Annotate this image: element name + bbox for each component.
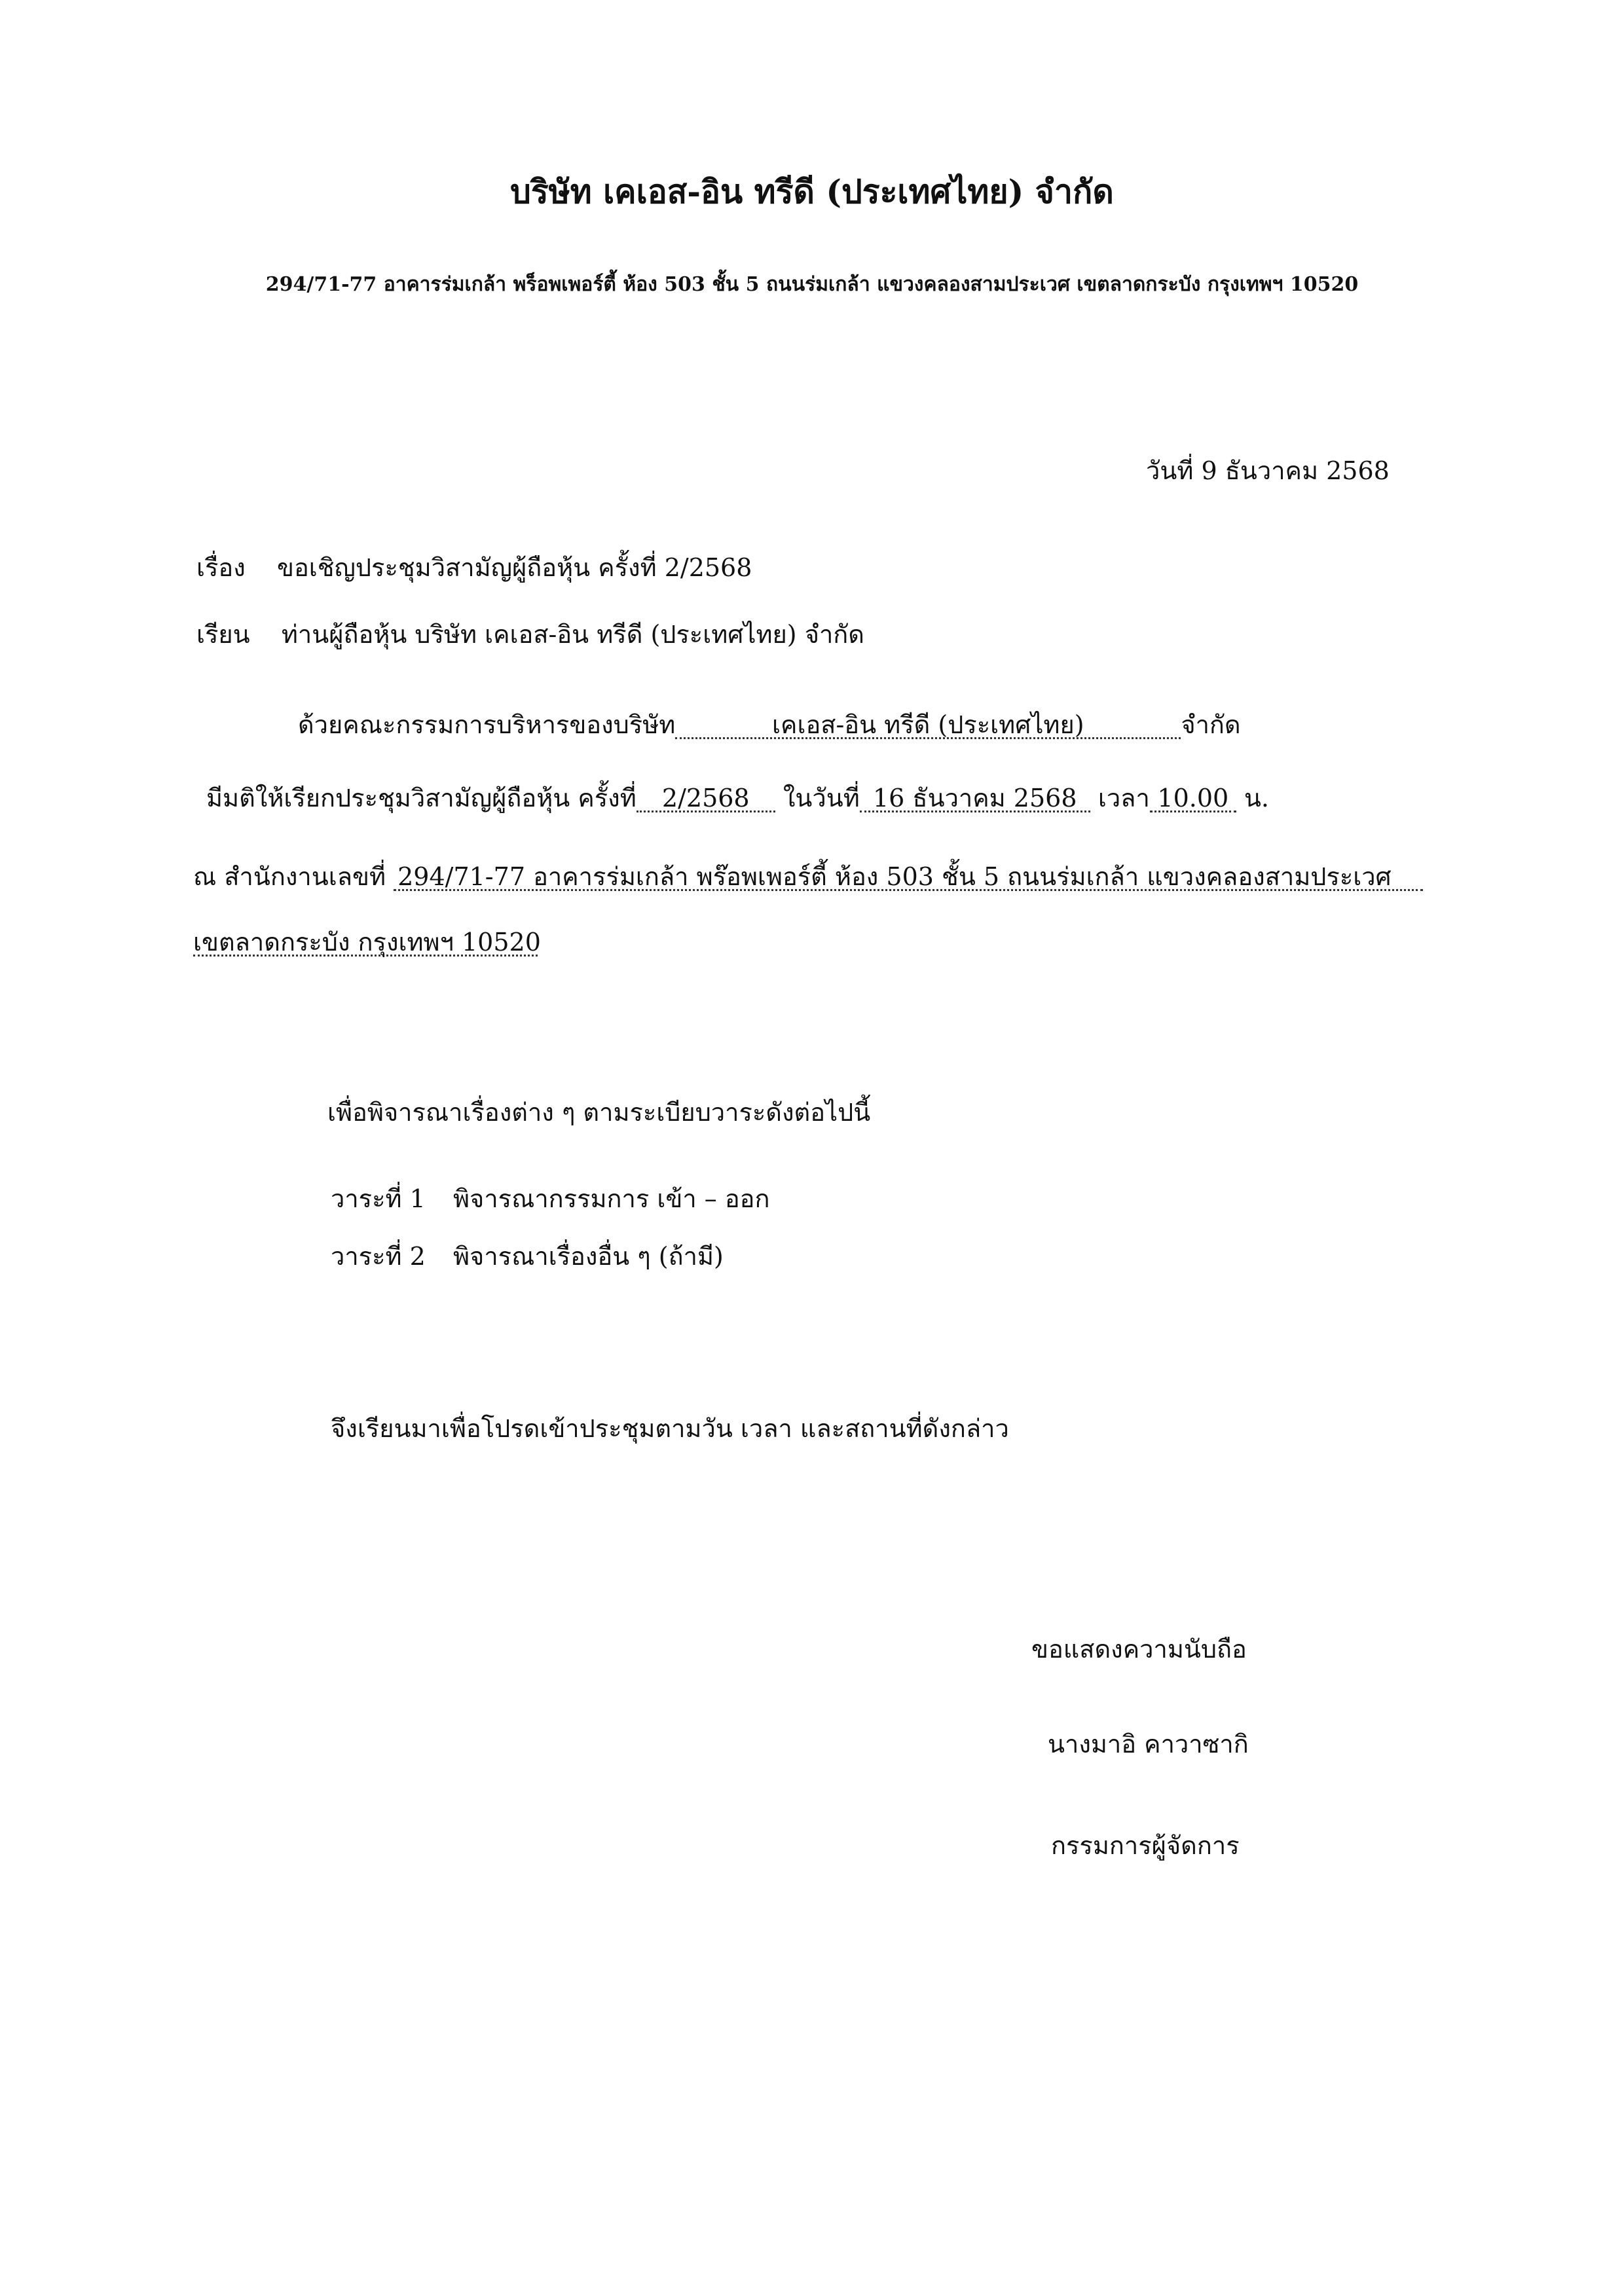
date-label: ในวันที่ bbox=[783, 784, 860, 812]
recipient-text: ท่านผู้ถือหุ้น บริษัท เคเอส-อิน ทรีดี (ประเทศไทย) จำกัด bbox=[281, 620, 864, 649]
agenda-item-1-text: พิจารณากรรมการ เข้า – ออก bbox=[453, 1184, 770, 1213]
recipient-label: เรียน bbox=[196, 620, 250, 649]
agenda-item-2-text: พิจารณาเรื่องอื่น ๆ (ถ้ามี) bbox=[453, 1242, 724, 1271]
body-line-2 bbox=[206, 786, 1269, 812]
venue-line-1-field: 294/71-77 อาคารร่มเกล้า พร๊อพเพอร์ตี้ ห้อง 503 ชั้น 5 ถนนร่มเกล้า แขวงคลองสามประเวศ bbox=[394, 864, 1423, 891]
meeting-date-field: 16 ธันวาคม 2568 bbox=[860, 786, 1090, 812]
body-line1-prefix: ด้วยคณะกรรมการบริหารของบริษัท bbox=[298, 710, 676, 739]
agenda-item-1-label: วาระที่ 1 bbox=[331, 1184, 426, 1213]
recipient-line bbox=[196, 622, 864, 647]
signature-name: นางมาอิ คาวาซากิ bbox=[1048, 1730, 1249, 1758]
agenda-item-1 bbox=[331, 1186, 769, 1211]
body-line-3 bbox=[193, 864, 1423, 891]
agenda-item-2 bbox=[331, 1244, 724, 1269]
company-fill-field: เคเอส-อิน ทรีดี (ประเทศไทย) bbox=[675, 712, 1181, 739]
company-name-heading: บริษัท เคเอส-อิน ทรีดี (ประเทศไทย) จำกัด bbox=[510, 172, 1114, 211]
meeting-number-field: 2/2568 bbox=[637, 786, 775, 812]
signature-regards: ขอแสดงความนับถือ bbox=[1031, 1635, 1247, 1664]
signature-position: กรรมการผู้จัดการ bbox=[1051, 1831, 1240, 1860]
venue-prefix: ณ สำนักงานเลขที่ bbox=[193, 862, 386, 891]
company-address: 294/71-77 อาคารร่มเกล้า พร็อพเพอร์ตี้ ห้อง 503 ชั้น 5 ถนนร่มเกล้า แขวงคลองสามประเวศ เขตลาดกระบัง กรุงเทพฯ 10520 bbox=[265, 273, 1359, 296]
subject-label: เรื่อง bbox=[196, 553, 246, 582]
letter-date: วันที่ 9 ธันวาคม 2568 bbox=[1146, 456, 1390, 485]
venue-line-2-field: เขตลาดกระบัง กรุงเทพฯ 10520 bbox=[193, 928, 541, 957]
agenda-intro: เพื่อพิจารณาเรื่องต่าง ๆ ตามระเบียบวาระดังต่อไปนี้ bbox=[327, 1098, 871, 1127]
body-line2-prefix: มีมติให้เรียกประชุมวิสามัญผู้ถือหุ้น ครั้งที่ bbox=[206, 784, 637, 812]
time-suffix: น. bbox=[1244, 784, 1269, 812]
body-line-1 bbox=[298, 712, 1241, 739]
agenda-item-2-label: วาระที่ 2 bbox=[331, 1242, 426, 1271]
body-line-4 bbox=[193, 928, 541, 957]
subject-text: ขอเชิญประชุมวิสามัญผู้ถือหุ้น ครั้งที่ 2/2568 bbox=[276, 553, 752, 582]
meeting-time-field: 10.00 bbox=[1150, 786, 1236, 812]
closing-sentence: จึงเรียนมาเพื่อโปรดเข้าประชุมตามวัน เวลา และสถานที่ดังกล่าว bbox=[331, 1414, 1009, 1443]
time-label: เวลา bbox=[1098, 784, 1150, 812]
subject-line bbox=[196, 555, 752, 580]
body-line1-suffix: จำกัด bbox=[1181, 710, 1241, 739]
